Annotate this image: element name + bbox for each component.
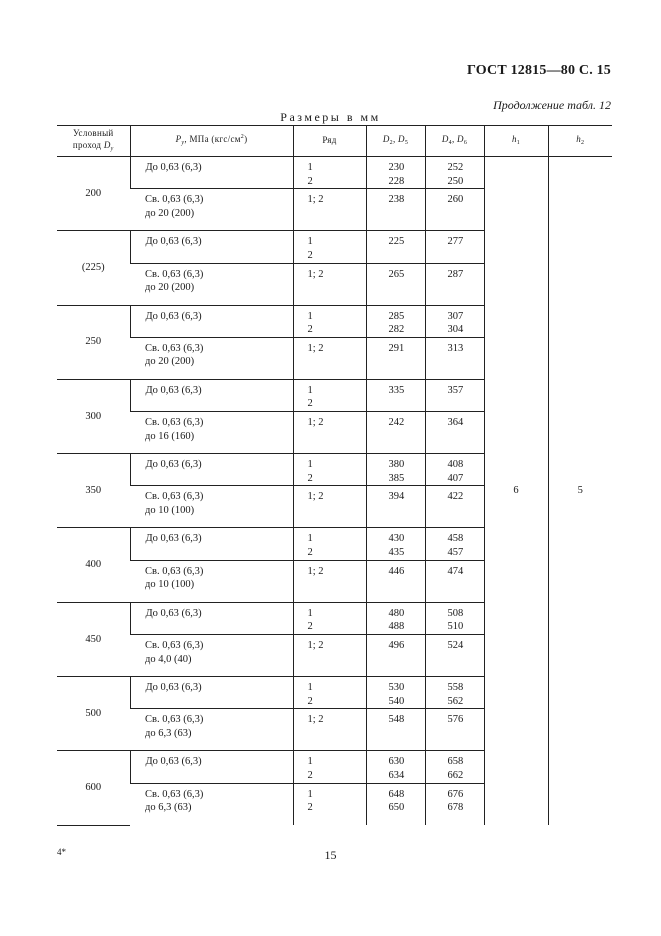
series-line1: 1 (307, 384, 313, 396)
d4-d6-line1: 474 (447, 565, 464, 577)
d4-d6-cell (425, 676, 484, 708)
series-line1: 1; 2 (307, 342, 324, 354)
d2-d5-line2: 634 (388, 769, 405, 781)
row-series-cell (293, 157, 366, 189)
d4-d6-cell (425, 528, 484, 560)
d2-d5-line1: 430 (388, 533, 405, 545)
nominal-bore-cell: 400 (57, 528, 130, 602)
d4-d6-cell (425, 602, 484, 634)
d2-d5-cell (366, 486, 425, 528)
d2-d5-cell (366, 412, 425, 454)
d4-d6-cell (425, 634, 484, 676)
series-line2: 2 (307, 249, 313, 261)
d4-d6-line1: 260 (447, 194, 464, 206)
d2-d5-line1: 496 (388, 639, 405, 651)
pressure-line1: До 0,63 (6,3) (145, 607, 202, 619)
row-series-cell (293, 560, 366, 602)
d2-d5-cell (366, 454, 425, 486)
d4-d6-line1: 277 (447, 236, 464, 248)
pressure-line2: до 20 (200) (145, 282, 195, 294)
series-line1: 1; 2 (307, 194, 324, 206)
d4-d6-line2: 662 (447, 769, 464, 781)
pressure-line2: до 4,0 (40) (145, 653, 192, 665)
d4-d6-cell (425, 560, 484, 602)
pressure-line1: Св. 0,63 (6,3) (145, 639, 204, 651)
pressure-cell (130, 560, 293, 602)
pressure-line1: Св. 0,63 (6,3) (145, 491, 204, 503)
d2-d5-cell (366, 305, 425, 337)
series-line1: 1 (307, 681, 313, 693)
series-line1: 1; 2 (307, 417, 324, 429)
d4-d6-line2: 678 (447, 802, 464, 814)
nominal-bore-cell: 300 (57, 379, 130, 453)
d4-d6-cell (425, 337, 484, 379)
pressure-cell (130, 189, 293, 231)
series-line1: 1 (307, 310, 313, 322)
d4-d6-line1: 458 (447, 533, 464, 545)
d4-d6-cell (425, 263, 484, 305)
d4-d6-cell (425, 157, 484, 189)
pressure-line2: до 16 (160) (145, 430, 195, 442)
document-header: ГОСТ 12815—80 С. 15 (467, 63, 611, 78)
d2-d5-line2: 488 (388, 621, 405, 633)
series-line1: 1 (307, 756, 313, 768)
col-header-h2: $h_2$ (548, 126, 612, 157)
pressure-line1: Св. 0,63 (6,3) (145, 565, 204, 577)
row-series-cell (293, 783, 366, 825)
pressure-line1: Св. 0,63 (6,3) (145, 268, 204, 280)
d2-d5-cell (366, 783, 425, 825)
d2-d5-cell (366, 189, 425, 231)
pressure-line1: Св. 0,63 (6,3) (145, 788, 204, 800)
series-line2: 2 (307, 769, 313, 781)
d4-d6-line1: 287 (447, 268, 464, 280)
d2-d5-line1: 630 (388, 756, 405, 768)
d2-d5-cell (366, 602, 425, 634)
series-line2: 2 (307, 175, 313, 187)
pressure-line1: Св. 0,63 (6,3) (145, 714, 204, 726)
row-series-cell (293, 379, 366, 411)
nominal-bore-cell: (225) (57, 231, 130, 305)
table-body (57, 157, 612, 826)
pressure-cell (130, 709, 293, 751)
d2-d5-cell (366, 231, 425, 263)
row-series-cell (293, 337, 366, 379)
d2-d5-line1: 285 (388, 310, 405, 322)
h2-merged-cell: 5 (548, 157, 612, 826)
d4-d6-line2: 562 (447, 695, 464, 707)
d2-d5-line2: 385 (388, 472, 405, 484)
pressure-line2: до 10 (100) (145, 505, 195, 517)
series-line1: 1; 2 (307, 639, 324, 651)
pressure-cell (130, 157, 293, 189)
pressure-cell (130, 751, 293, 783)
d2-d5-cell (366, 379, 425, 411)
flange-dimensions-table (57, 125, 612, 826)
series-line1: 1 (307, 459, 313, 471)
series-line1: 1 (307, 533, 313, 545)
d2-d5-cell (366, 263, 425, 305)
d4-d6-line2: 304 (447, 324, 464, 336)
pressure-cell (130, 412, 293, 454)
d4-d6-line1: 558 (447, 681, 464, 693)
d4-d6-cell (425, 454, 484, 486)
dimensions-caption: Размеры в мм (280, 110, 381, 124)
d2-d5-cell (366, 709, 425, 751)
row-series-cell (293, 305, 366, 337)
d4-d6-line1: 313 (447, 342, 464, 354)
d4-d6-line1: 364 (447, 417, 464, 429)
d4-d6-cell (425, 751, 484, 783)
d4-d6-cell (425, 379, 484, 411)
col-header-nominal-bore: Условный проход $D_у$ (57, 126, 130, 157)
d2-d5-line2: 282 (388, 324, 405, 336)
d2-d5-line1: 230 (388, 162, 405, 173)
d4-d6-line1: 658 (447, 756, 464, 768)
table-row (57, 157, 612, 189)
d4-d6-line1: 357 (447, 384, 464, 396)
pressure-cell (130, 676, 293, 708)
d4-d6-line1: 252 (447, 162, 464, 173)
nominal-bore-cell: 500 (57, 676, 130, 750)
page-number: 15 (324, 848, 337, 862)
d4-d6-line1: 508 (447, 607, 464, 619)
pressure-cell (130, 337, 293, 379)
d2-d5-line2: 435 (388, 547, 405, 559)
series-line1: 1 (307, 236, 313, 248)
pressure-line1: До 0,63 (6,3) (145, 162, 202, 173)
series-line2: 2 (307, 621, 313, 633)
col-header-pressure: $P_у$, МПа $(кгс/см^2)$ (130, 126, 293, 157)
d2-d5-line1: 265 (388, 268, 405, 280)
d4-d6-line2: 510 (447, 621, 464, 633)
row-series-cell (293, 709, 366, 751)
d2-d5-line1: 238 (388, 194, 405, 206)
d2-d5-line1: 380 (388, 459, 405, 471)
row-series-cell (293, 634, 366, 676)
series-line2: 2 (307, 547, 313, 559)
pressure-line1: До 0,63 (6,3) (145, 310, 202, 322)
series-line1: 1; 2 (307, 268, 324, 280)
pressure-line1: Св. 0,63 (6,3) (145, 194, 204, 206)
nominal-bore-cell: 200 (57, 157, 130, 231)
d2-d5-line1: 480 (388, 607, 405, 619)
d4-d6-cell (425, 189, 484, 231)
pressure-line1: До 0,63 (6,3) (145, 681, 202, 693)
pressure-line1: До 0,63 (6,3) (145, 384, 202, 396)
pressure-cell (130, 528, 293, 560)
d4-d6-line1: 408 (447, 459, 464, 471)
nominal-bore-cell: 600 (57, 751, 130, 825)
d4-d6-line2: 250 (447, 175, 464, 187)
table-continuation-label: Продолжение табл. 12 (493, 98, 611, 112)
nominal-bore-cell: 450 (57, 602, 130, 676)
d4-d6-line1: 576 (447, 714, 464, 726)
col-header-h1: $h_1$ (484, 126, 548, 157)
d2-d5-line1: 394 (388, 491, 405, 503)
d2-d5-cell (366, 157, 425, 189)
series-line2: 2 (307, 398, 313, 410)
pressure-line1: До 0,63 (6,3) (145, 533, 202, 545)
d2-d5-line1: 291 (388, 342, 405, 354)
row-series-cell (293, 676, 366, 708)
row-series-cell (293, 412, 366, 454)
d2-d5-cell (366, 560, 425, 602)
col-header-d2-d5: $D_2$, $D_5$ (366, 126, 425, 157)
nominal-bore-cell: 250 (57, 305, 130, 379)
pressure-cell (130, 305, 293, 337)
d4-d6-cell (425, 709, 484, 751)
series-line1: 1; 2 (307, 491, 324, 503)
d2-d5-cell (366, 676, 425, 708)
series-line1: 1; 2 (307, 714, 324, 726)
series-line2: 2 (307, 324, 313, 336)
row-series-cell (293, 454, 366, 486)
d4-d6-cell (425, 486, 484, 528)
nominal-bore-cell: 350 (57, 454, 130, 528)
d2-d5-line1: 242 (388, 417, 405, 429)
d4-d6-line1: 422 (447, 491, 464, 503)
d2-d5-line1: 548 (388, 714, 405, 726)
d4-d6-cell (425, 783, 484, 825)
d2-d5-cell (366, 634, 425, 676)
d4-d6-line1: 524 (447, 639, 464, 651)
pressure-line1: До 0,63 (6,3) (145, 236, 202, 248)
pressure-line2: до 20 (200) (145, 207, 195, 219)
col-header-row: Ряд (293, 126, 366, 157)
row-series-cell (293, 486, 366, 528)
row-series-cell (293, 263, 366, 305)
pressure-line2: до 6,3 (63) (145, 727, 192, 739)
d2-d5-cell (366, 337, 425, 379)
row-series-cell (293, 528, 366, 560)
row-series-cell (293, 602, 366, 634)
col-header-d4-d6: $D_4$, $D_6$ (425, 126, 484, 157)
pressure-line1: До 0,63 (6,3) (145, 459, 202, 471)
d2-d5-line1: 335 (388, 384, 405, 396)
d2-d5-line1: 530 (388, 681, 405, 693)
table-header-row (57, 126, 612, 157)
pressure-line2: до 10 (100) (145, 579, 195, 591)
d4-d6-cell (425, 231, 484, 263)
d2-d5-line1: 225 (388, 236, 405, 248)
pressure-line1: До 0,63 (6,3) (145, 756, 202, 768)
d4-d6-line1: 676 (447, 788, 464, 800)
row-series-cell (293, 231, 366, 263)
d4-d6-line2: 457 (447, 547, 464, 559)
series-line1: 1 (307, 607, 313, 619)
series-line1: 1 (307, 162, 313, 173)
d4-d6-cell (425, 412, 484, 454)
d4-d6-cell (425, 305, 484, 337)
pressure-cell (130, 263, 293, 305)
series-line2: 2 (307, 695, 313, 707)
d2-d5-line2: 650 (388, 802, 405, 814)
series-line1: 1 (307, 788, 313, 800)
pressure-line2: до 6,3 (63) (145, 802, 192, 814)
d2-d5-cell (366, 528, 425, 560)
pressure-cell (130, 379, 293, 411)
pressure-cell (130, 634, 293, 676)
d4-d6-line1: 307 (447, 310, 464, 322)
pressure-cell (130, 783, 293, 825)
d2-d5-line1: 648 (388, 788, 405, 800)
pressure-cell (130, 486, 293, 528)
series-line2: 2 (307, 472, 313, 484)
pressure-line1: Св. 0,63 (6,3) (145, 342, 204, 354)
pressure-cell (130, 231, 293, 263)
d4-d6-line2: 407 (447, 472, 464, 484)
row-series-cell (293, 189, 366, 231)
h1-merged-cell: 6 (484, 157, 548, 826)
pressure-cell (130, 454, 293, 486)
d2-d5-line2: 540 (388, 695, 405, 707)
pressure-line1: Св. 0,63 (6,3) (145, 417, 204, 429)
series-line1: 1; 2 (307, 565, 324, 577)
d2-d5-line2: 228 (388, 175, 405, 187)
row-series-cell (293, 751, 366, 783)
d2-d5-line1: 446 (388, 565, 405, 577)
pressure-line2: до 20 (200) (145, 356, 195, 368)
footer-mark: 4* (57, 847, 66, 857)
pressure-cell (130, 602, 293, 634)
d2-d5-cell (366, 751, 425, 783)
series-line2: 2 (307, 802, 313, 814)
